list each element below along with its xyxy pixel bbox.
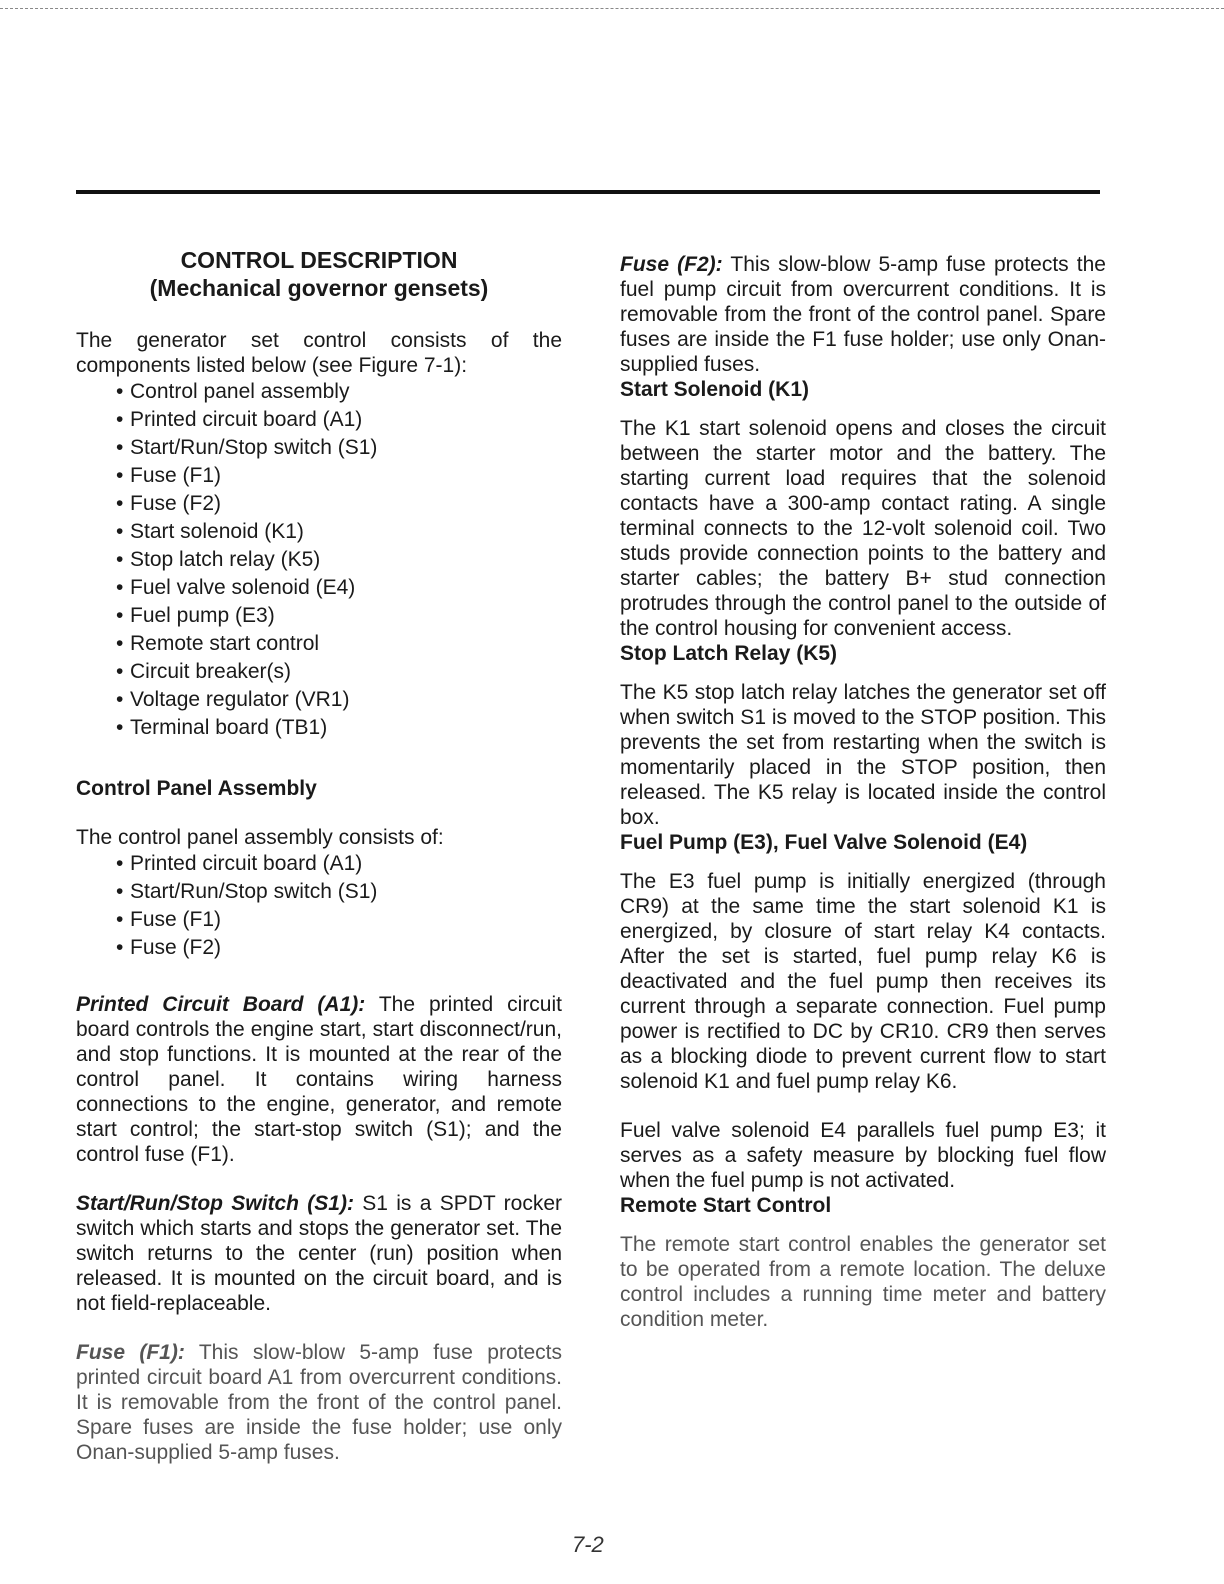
right-column	[620, 252, 1106, 1332]
list-item: • Control panel assembly	[116, 378, 562, 406]
list-item: • Stop latch relay (K5)	[116, 546, 562, 574]
list-item: • Fuel valve solenoid (E4)	[116, 574, 562, 602]
list-item: • Fuse (F1)	[116, 462, 562, 490]
header-rule	[76, 190, 1100, 194]
list-item: • Start solenoid (K1)	[116, 518, 562, 546]
fuse-f1-text: This slow-blow 5-amp fuse protects printed circuit board A1 from overcurrent conditions. It is removable from the front of the control panel. Spare fuses are inside the fuse holder; use only Onan-supplied 5-amp fuses.	[76, 1341, 562, 1464]
fuse-f2-label: Fuse (F2):	[620, 253, 723, 276]
start-solenoid-heading: Start Solenoid (K1)	[620, 378, 810, 401]
list-item: • Fuse (F1)	[116, 906, 562, 934]
panel-assembly-intro: The control panel assembly consists of:	[76, 826, 444, 849]
list-item: • Voltage regulator (VR1)	[116, 686, 562, 714]
fuel-text-2: Fuel valve solenoid E4 parallels fuel pump E3; it serves as a safety measure by blocking fuel flow when the fuel pump is not activated.	[620, 1119, 1106, 1192]
panel-assembly-heading: Control Panel Assembly	[76, 777, 317, 800]
fuse-f2-text: This slow-blow 5-amp fuse protects the fuel pump circuit from overcurrent conditions. It is removable from the front of the control panel. Spare fuses are inside the F1 fuse holder; use only Onan-supplied fuses.	[620, 253, 1106, 376]
panel-assembly-list	[76, 850, 562, 962]
list-item: • Fuse (F2)	[116, 934, 562, 962]
pcb-label: Printed Circuit Board (A1):	[76, 993, 366, 1016]
intro-paragraph: The generator set control consists of the components listed below (see Figure 7-1):	[76, 329, 562, 377]
stop-latch-heading: Stop Latch Relay (K5)	[620, 642, 838, 665]
fuse-f1-paragraph	[76, 1340, 562, 1465]
list-item: • Printed circuit board (A1)	[116, 406, 562, 434]
left-column	[76, 246, 562, 1465]
remote-text: The remote start control enables the generator set to be operated from a remote location. The deluxe control includes a running time meter and battery condition meter.	[620, 1233, 1106, 1331]
top-scan-line	[0, 8, 1224, 9]
list-item: • Printed circuit board (A1)	[116, 850, 562, 878]
list-item: • Fuse (F2)	[116, 490, 562, 518]
list-item: • Circuit breaker(s)	[116, 658, 562, 686]
switch-label: Start/Run/Stop Switch (S1):	[76, 1192, 354, 1215]
pcb-paragraph	[76, 992, 562, 1167]
fuse-f2-paragraph	[620, 252, 1106, 377]
fuel-heading: Fuel Pump (E3), Fuel Valve Solenoid (E4)	[620, 831, 1028, 854]
remote-heading: Remote Start Control	[620, 1194, 832, 1217]
fuel-text-1: The E3 fuel pump is initially energized (through CR9) at the same time the start solenoid K1 is energized, by closure of start relay K4 contacts. After the set is started, fuel pump relay K6 is deactivated and the fuel pump then receives its current through a separate connection. Fuel pump power is rectified to DC by CR10. CR9 then serves as a blocking diode to prevent current flow to start solenoid K1 and fuel pump relay K6.	[620, 870, 1106, 1093]
component-list	[76, 378, 562, 742]
section-title-line2: (Mechanical governor gensets)	[149, 275, 489, 301]
list-item: • Start/Run/Stop switch (S1)	[116, 878, 562, 906]
list-item: • Start/Run/Stop switch (S1)	[116, 434, 562, 462]
list-item: • Remote start control	[116, 630, 562, 658]
list-item: • Fuel pump (E3)	[116, 602, 562, 630]
start-solenoid-text: The K1 start solenoid opens and closes the circuit between the starter motor and the battery. The starting current load requires that the solenoid contacts have a 300-amp contact rating. A single terminal connects to the 12-volt solenoid coil. Two studs provide connection points to the battery and starter cables; the battery B+ stud connection protrudes through the control panel to the outside of the control housing for convenient access.	[620, 417, 1106, 640]
section-title-line1: CONTROL DESCRIPTION	[180, 247, 458, 273]
stop-latch-text: The K5 stop latch relay latches the generator set off when switch S1 is moved to the STOP position. This prevents the set from restarting when the switch is momentarily placed in the STOP position, then released. The K5 relay is located inside the control box.	[620, 681, 1106, 829]
pcb-text: The printed circuit board controls the engine start, start disconnect/run, and stop functions. It is mounted at the rear of the control panel. It contains wiring harness connections to the engine, generator, and remote start control; the start-stop switch (S1); and the control fuse (F1).	[76, 993, 562, 1166]
list-item: • Terminal board (TB1)	[116, 714, 562, 742]
fuse-f1-label: Fuse (F1):	[76, 1341, 185, 1364]
switch-paragraph	[76, 1191, 562, 1316]
page-number: 7-2	[572, 1532, 604, 1557]
switch-text: S1 is a SPDT rocker switch which starts and stops the generator set. The switch returns to the center (run) position when released. It is mounted on the circuit board, and is not field-replaceable.	[76, 1192, 562, 1315]
